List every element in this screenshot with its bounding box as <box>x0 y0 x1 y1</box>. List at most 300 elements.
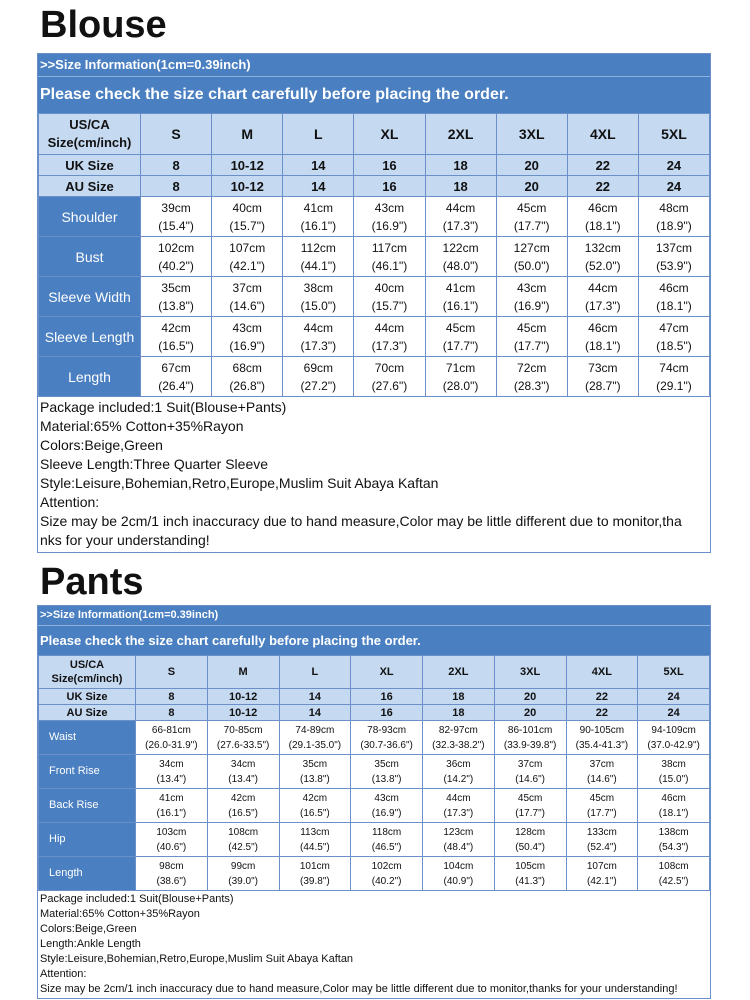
blouse-measure-inch: (14.6") <box>229 298 265 313</box>
blouse-note-line: Package included:1 Suit(Blouse+Pants) <box>40 399 287 415</box>
pants-au-value: 20 <box>494 705 566 721</box>
pants-measure-cell <box>494 755 566 789</box>
pants-measure-inch: (50.4") <box>515 841 545 853</box>
blouse-measure-label: Sleeve Length <box>39 317 141 357</box>
pants-measure-cell <box>207 823 279 857</box>
pants-measure-cell <box>207 857 279 891</box>
blouse-measure-inch: (40.2") <box>158 258 194 273</box>
pants-measure-cm: 108cm <box>228 826 259 838</box>
pants-measure-inch: (13.8") <box>300 773 330 785</box>
blouse-measure-cell <box>425 237 496 277</box>
blouse-measure-label: Shoulder <box>39 197 141 237</box>
pants-measure-label: Back Rise <box>39 789 136 823</box>
pants-measure-cm: 94-109cm <box>651 724 696 736</box>
blouse-measure-inch: (18.9") <box>656 218 692 233</box>
blouse-measure-cell <box>212 357 283 397</box>
blouse-notes <box>38 397 710 552</box>
blouse-measure-cm: 43cm <box>374 200 405 215</box>
blouse-measure-inch: (44.1") <box>300 258 337 273</box>
blouse-measure-cm: 41cm <box>445 280 476 295</box>
blouse-size-chart <box>37 53 711 553</box>
blouse-measure-inch: (18.1") <box>585 218 621 233</box>
blouse-measure-cm: 44cm <box>588 280 618 295</box>
blouse-measure-cm: 74cm <box>659 360 689 375</box>
blouse-measure-cm: 44cm <box>374 320 405 335</box>
blouse-au-value: 18 <box>425 176 496 197</box>
pants-banner-info: >>Size Information(1cm=0.39inch) <box>38 606 710 626</box>
pants-note-line: Style:Leisure,Bohemian,Retro,Europe,Muslim Suit Abaya Kaftan <box>40 953 354 965</box>
pants-measure-inch: (54.3") <box>658 841 689 853</box>
pants-banner-notice: Please check the size chart carefully before placing the order. <box>40 633 421 648</box>
pants-measure-cell <box>279 857 351 891</box>
pants-measure-cm: 90-105cm <box>579 724 625 736</box>
pants-measure-cm: 98cm <box>159 860 184 872</box>
blouse-measure-cm: 41cm <box>303 200 333 215</box>
pants-measure-inch: (16.5") <box>300 807 330 819</box>
pants-banner <box>38 606 710 655</box>
pants-measure-cm: 108cm <box>658 860 689 872</box>
blouse-measure-cm: 43cm <box>517 280 547 295</box>
pants-au-label: AU Size <box>39 705 136 721</box>
pants-measure-cm: 78-93cm <box>367 724 407 736</box>
pants-measure-row <box>39 789 710 823</box>
pants-note-line: Material:65% Cotton+35%Rayon <box>40 908 200 920</box>
blouse-measure-inch: (29.1") <box>656 378 692 393</box>
blouse-size-5: 3XL <box>496 114 567 155</box>
pants-uk-value: 24 <box>638 689 710 705</box>
pants-size-3: XL <box>351 656 423 689</box>
blouse-measure-inch: (17.7") <box>513 338 550 353</box>
blouse-uk-value: 20 <box>496 155 567 176</box>
blouse-size-3: XL <box>354 114 425 155</box>
pants-measure-cell <box>494 789 566 823</box>
pants-measure-cell <box>351 755 423 789</box>
blouse-measure-cell <box>496 197 567 237</box>
pants-measure-cm: 105cm <box>515 860 546 872</box>
blouse-measure-cell <box>638 197 709 237</box>
blouse-size-7: 5XL <box>638 114 709 155</box>
blouse-measure-cm: 45cm <box>517 200 547 215</box>
blouse-measure-label: Bust <box>39 237 141 277</box>
pants-measure-inch: (18.1") <box>658 807 689 819</box>
pants-au-value: 16 <box>351 705 423 721</box>
blouse-measure-cell <box>212 237 283 277</box>
blouse-measure-cell <box>354 317 425 357</box>
pants-measure-cm: 35cm <box>302 758 328 770</box>
pants-measure-inch: (41.3") <box>515 875 545 887</box>
pants-size-6: 4XL <box>566 656 638 689</box>
pants-measure-cell <box>279 789 351 823</box>
blouse-measure-inch: (16.1") <box>442 298 479 313</box>
blouse-measure-cell <box>567 317 638 357</box>
pants-measure-inch: (16.1") <box>156 807 187 819</box>
pants-measure-cell <box>423 857 495 891</box>
pants-measure-cell <box>423 789 495 823</box>
blouse-measure-cell <box>496 277 567 317</box>
blouse-measure-label: Sleeve Width <box>39 277 141 317</box>
blouse-uk-value: 14 <box>283 155 354 176</box>
pants-measure-cell <box>423 721 495 755</box>
blouse-measure-cell <box>141 277 212 317</box>
pants-note-line: Colors:Beige,Green <box>40 923 137 935</box>
pants-measure-cell <box>351 789 423 823</box>
blouse-measure-cell <box>141 237 212 277</box>
pants-measure-inch: (39.0") <box>228 875 258 887</box>
blouse-uk-value: 8 <box>141 155 212 176</box>
pants-measure-row <box>39 857 710 891</box>
blouse-measure-cell <box>496 237 567 277</box>
pants-measure-cm: 45cm <box>517 792 543 804</box>
pants-measure-cell <box>423 755 495 789</box>
pants-measure-cm: 44cm <box>446 792 471 804</box>
blouse-uk-value: 10-12 <box>212 155 283 176</box>
blouse-measure-cm: 122cm <box>442 240 479 255</box>
blouse-measure-row <box>39 277 710 317</box>
blouse-measure-cell <box>638 237 709 277</box>
pants-size-0: S <box>136 656 208 689</box>
blouse-measure-cm: 72cm <box>517 360 547 375</box>
pants-measure-row <box>39 823 710 857</box>
blouse-measure-cm: 48cm <box>659 200 689 215</box>
pants-measure-inch: (27.6-33.5") <box>216 739 270 751</box>
pants-measure-cell <box>423 823 495 857</box>
blouse-measure-cm: 117cm <box>371 240 407 255</box>
blouse-measure-cell <box>496 357 567 397</box>
blouse-measure-cm: 35cm <box>161 280 191 295</box>
blouse-measure-cm: 42cm <box>161 320 191 335</box>
blouse-measure-cm: 46cm <box>588 320 618 335</box>
pants-uk-value: 16 <box>351 689 423 705</box>
blouse-measure-inch: (15.7") <box>371 298 408 313</box>
pants-notes <box>38 891 710 998</box>
pants-measure-inch: (13.4") <box>228 773 258 785</box>
blouse-measure-cell <box>567 357 638 397</box>
blouse-uk-row <box>39 155 710 176</box>
blouse-measure-cell <box>141 357 212 397</box>
pants-measure-cell <box>207 755 279 789</box>
blouse-measure-cm: 44cm <box>445 200 476 215</box>
pants-measure-cell <box>351 857 423 891</box>
blouse-measure-cm: 137cm <box>655 240 692 255</box>
pants-measure-inch: (17.3") <box>443 807 474 819</box>
blouse-au-value: 8 <box>141 176 212 197</box>
blouse-measure-cell <box>567 237 638 277</box>
pants-measure-inch: (48.4") <box>443 841 474 853</box>
pants-measure-cell <box>566 755 638 789</box>
blouse-measure-label: Length <box>39 357 141 397</box>
blouse-measure-cell <box>425 317 496 357</box>
pants-note-line: Length:Ankle Length <box>40 938 141 950</box>
blouse-measure-row <box>39 237 710 277</box>
blouse-measure-cm: 44cm <box>303 320 333 335</box>
pants-measure-inch: (14.6") <box>515 773 545 785</box>
pants-measure-cm: 37cm <box>517 758 543 770</box>
blouse-size-1: M <box>212 114 283 155</box>
pants-uk-value: 8 <box>136 689 208 705</box>
pants-measure-cm: 123cm <box>443 826 474 838</box>
blouse-uk-value: 18 <box>425 155 496 176</box>
pants-measure-inch: (15.0") <box>658 773 689 785</box>
blouse-measure-cm: 45cm <box>517 320 547 335</box>
blouse-measure-cell <box>212 197 283 237</box>
pants-measure-inch: (14.2") <box>443 773 474 785</box>
blouse-measure-inch: (26.4") <box>158 378 194 393</box>
blouse-measure-inch: (16.9") <box>371 218 408 233</box>
pants-measure-cm: 102cm <box>371 860 402 872</box>
blouse-measure-inch: (15.0") <box>300 298 337 313</box>
pants-measure-cell <box>351 721 423 755</box>
pants-measure-cm: 74-89cm <box>295 724 335 736</box>
pants-measure-cell <box>494 721 566 755</box>
blouse-uk-label: UK Size <box>39 155 141 176</box>
pants-measure-cm: 45cm <box>589 792 615 804</box>
pants-measure-cm: 99cm <box>230 860 256 872</box>
pants-measure-cell <box>136 823 208 857</box>
pants-measure-cell <box>207 789 279 823</box>
blouse-measure-cell <box>283 277 354 317</box>
blouse-measure-cell <box>354 197 425 237</box>
blouse-measure-inch: (42.1") <box>229 258 265 273</box>
pants-measure-inch: (29.1-35.0") <box>288 739 342 751</box>
pants-measure-cm: 70-85cm <box>223 724 263 736</box>
blouse-measure-inch: (17.3") <box>300 338 337 353</box>
pants-size-1: M <box>207 656 279 689</box>
blouse-measure-inch: (50.0") <box>513 258 550 273</box>
blouse-measure-inch: (26.8") <box>229 378 265 393</box>
pants-heading: Pants <box>40 561 144 603</box>
pants-measure-cell <box>566 857 638 891</box>
pants-uk-value: 14 <box>279 689 351 705</box>
blouse-measure-cell <box>283 317 354 357</box>
blouse-uk-value: 16 <box>354 155 425 176</box>
blouse-measure-cell <box>212 277 283 317</box>
pants-measure-cell <box>279 721 351 755</box>
blouse-measure-cm: 68cm <box>232 360 262 375</box>
pants-size-4: 2XL <box>423 656 495 689</box>
pants-measure-inch: (39.8") <box>300 875 330 887</box>
blouse-measure-cell <box>638 277 709 317</box>
blouse-note-line: Attention: <box>40 494 100 510</box>
pants-measure-row <box>39 721 710 755</box>
blouse-measure-cell <box>567 197 638 237</box>
blouse-note-line: Sleeve Length:Three Quarter Sleeve <box>40 456 269 472</box>
pants-measure-inch: (35.4-41.3") <box>575 739 629 751</box>
blouse-measure-cm: 46cm <box>588 200 618 215</box>
blouse-size-6: 4XL <box>567 114 638 155</box>
blouse-uk-value: 24 <box>638 155 709 176</box>
pants-measure-label: Waist <box>39 721 136 755</box>
pants-size-header-cell: US/CA Size(cm/inch) <box>39 656 136 689</box>
blouse-size-table <box>38 113 710 397</box>
pants-measure-inch: (33.9-39.8") <box>503 739 557 751</box>
pants-measure-inch: (17.7") <box>515 807 545 819</box>
pants-measure-cm: 35cm <box>374 758 399 770</box>
blouse-measure-cm: 43cm <box>232 320 262 335</box>
pants-measure-inch: (46.5") <box>371 841 402 853</box>
pants-measure-cm: 66-81cm <box>151 724 191 736</box>
blouse-measure-inch: (16.9") <box>229 338 265 353</box>
pants-measure-cm: 133cm <box>586 826 617 838</box>
blouse-measure-cell <box>354 237 425 277</box>
pants-measure-inch: (40.6") <box>156 841 187 853</box>
pants-measure-cm: 113cm <box>300 826 330 838</box>
pants-measure-cell <box>566 823 638 857</box>
blouse-note-line: Material:65% Cotton+35%Rayon <box>40 418 244 434</box>
pants-uk-row <box>39 689 710 705</box>
pants-measure-cm: 138cm <box>658 826 689 838</box>
pants-header-row <box>39 656 710 689</box>
blouse-au-value: 22 <box>567 176 638 197</box>
pants-measure-cm: 128cm <box>515 826 546 838</box>
pants-measure-cm: 107cm <box>586 860 617 872</box>
blouse-measure-cell <box>354 357 425 397</box>
pants-measure-cm: 42cm <box>230 792 256 804</box>
pants-note-line: Size may be 2cm/1 inch inaccuracy due to hand measure,Color may be little different due to monitor,thanks for your understanding! <box>40 983 678 995</box>
blouse-measure-inch: (16.5") <box>158 338 194 353</box>
blouse-measure-cell <box>567 277 638 317</box>
pants-measure-inch: (26.0-31.9") <box>145 739 198 751</box>
blouse-measure-cm: 112cm <box>300 240 336 255</box>
pants-measure-cell <box>136 721 208 755</box>
pants-measure-cell <box>566 721 638 755</box>
pants-size-table <box>38 655 710 891</box>
blouse-measure-cm: 45cm <box>445 320 476 335</box>
pants-measure-cm: 34cm <box>230 758 256 770</box>
blouse-measure-inch: (18.1") <box>656 298 692 313</box>
pants-measure-cm: 41cm <box>159 792 184 804</box>
blouse-measure-inch: (16.9") <box>513 298 550 313</box>
pants-measure-inch: (44.5") <box>300 841 330 853</box>
pants-measure-cm: 42cm <box>302 792 328 804</box>
blouse-measure-inch: (48.0") <box>442 258 479 273</box>
pants-measure-label: Front Rise <box>39 755 136 789</box>
blouse-header-row <box>39 114 710 155</box>
blouse-measure-cm: 69cm <box>303 360 333 375</box>
blouse-measure-inch: (17.7") <box>513 218 550 233</box>
blouse-measure-cm: 38cm <box>303 280 333 295</box>
blouse-measure-inch: (28.0") <box>442 378 479 393</box>
blouse-measure-cm: 40cm <box>232 200 262 215</box>
pants-measure-cm: 34cm <box>159 758 184 770</box>
pants-size-chart <box>37 605 711 999</box>
pants-note-line: Package included:1 Suit(Blouse+Pants) <box>40 893 234 905</box>
blouse-measure-cm: 70cm <box>374 360 405 375</box>
blouse-measure-inch: (17.3") <box>585 298 621 313</box>
pants-measure-cell <box>638 823 710 857</box>
pants-measure-cell <box>207 721 279 755</box>
blouse-au-value: 16 <box>354 176 425 197</box>
pants-uk-value: 22 <box>566 689 638 705</box>
pants-size-2: L <box>279 656 351 689</box>
pants-measure-cm: 36cm <box>446 758 471 770</box>
pants-measure-inch: (16.9") <box>371 807 402 819</box>
blouse-au-value: 24 <box>638 176 709 197</box>
blouse-note-line: Colors:Beige,Green <box>40 437 163 453</box>
blouse-measure-cm: 107cm <box>229 240 266 255</box>
pants-measure-inch: (40.2") <box>371 875 402 887</box>
blouse-measure-row <box>39 197 710 237</box>
pants-measure-cm: 38cm <box>661 758 686 770</box>
pants-measure-cm: 103cm <box>156 826 187 838</box>
blouse-measure-cell <box>496 317 567 357</box>
pants-measure-inch: (16.5") <box>228 807 258 819</box>
blouse-measure-inch: (52.0") <box>585 258 621 273</box>
blouse-uk-value: 22 <box>567 155 638 176</box>
blouse-measure-cell <box>354 277 425 317</box>
blouse-measure-cell <box>283 237 354 277</box>
blouse-measure-cell <box>638 317 709 357</box>
pants-measure-inch: (14.6") <box>587 773 617 785</box>
pants-measure-cell <box>136 789 208 823</box>
pants-measure-cell <box>136 755 208 789</box>
pants-measure-cell <box>279 823 351 857</box>
blouse-measure-cell <box>141 317 212 357</box>
pants-measure-cm: 82-97cm <box>438 724 478 736</box>
blouse-size-header-cell: US/CA Size(cm/inch) <box>39 114 141 155</box>
blouse-measure-cm: 47cm <box>659 320 689 335</box>
pants-uk-value: 10-12 <box>207 689 279 705</box>
pants-measure-cell <box>351 823 423 857</box>
pants-measure-inch: (13.4") <box>156 773 187 785</box>
blouse-measure-cell <box>212 317 283 357</box>
pants-au-value: 8 <box>136 705 208 721</box>
blouse-banner-info: >>Size Information(1cm=0.39inch) <box>38 54 710 77</box>
blouse-note-line: Style:Leisure,Bohemian,Retro,Europe,Muslim Suit Abaya Kaftan <box>40 475 439 491</box>
pants-measure-inch: (37.0-42.9") <box>647 739 700 751</box>
pants-measure-cell <box>638 857 710 891</box>
blouse-measure-cell <box>283 357 354 397</box>
blouse-measure-inch: (18.5") <box>656 338 692 353</box>
pants-measure-row <box>39 755 710 789</box>
blouse-size-0: S <box>141 114 212 155</box>
blouse-au-value: 20 <box>496 176 567 197</box>
blouse-measure-row <box>39 357 710 397</box>
pants-au-value: 14 <box>279 705 351 721</box>
blouse-measure-inch: (27.6") <box>371 378 408 393</box>
pants-measure-cell <box>638 755 710 789</box>
blouse-measure-cell <box>425 357 496 397</box>
pants-measure-inch: (13.8") <box>371 773 402 785</box>
blouse-measure-inch: (27.2") <box>300 378 337 393</box>
pants-measure-label: Hip <box>39 823 136 857</box>
pants-measure-inch: (42.5") <box>658 875 689 887</box>
pants-measure-inch: (30.7-36.6") <box>360 739 413 751</box>
blouse-measure-cm: 67cm <box>161 360 191 375</box>
pants-measure-label: Length <box>39 857 136 891</box>
blouse-au-value: 10-12 <box>212 176 283 197</box>
blouse-measure-row <box>39 317 710 357</box>
pants-au-row <box>39 705 710 721</box>
blouse-measure-inch: (15.7") <box>229 218 265 233</box>
blouse-measure-inch: (46.1") <box>371 258 408 273</box>
blouse-measure-inch: (28.7") <box>585 378 621 393</box>
pants-uk-value: 18 <box>423 689 495 705</box>
blouse-note-line: Size may be 2cm/1 inch inaccuracy due to hand measure,Color may be little different due to monitor,tha <box>40 513 682 529</box>
blouse-banner <box>38 54 710 113</box>
blouse-heading: Blouse <box>40 4 167 46</box>
blouse-measure-cm: 40cm <box>374 280 405 295</box>
blouse-measure-inch: (18.1") <box>585 338 621 353</box>
pants-measure-cm: 101cm <box>299 860 330 872</box>
blouse-au-value: 14 <box>283 176 354 197</box>
pants-measure-cell <box>136 857 208 891</box>
pants-measure-cm: 104cm <box>443 860 474 872</box>
blouse-measure-inch: (17.3") <box>442 218 479 233</box>
blouse-au-row <box>39 176 710 197</box>
blouse-measure-cm: 132cm <box>584 240 621 255</box>
blouse-measure-inch: (16.1") <box>300 218 337 233</box>
pants-au-value: 22 <box>566 705 638 721</box>
